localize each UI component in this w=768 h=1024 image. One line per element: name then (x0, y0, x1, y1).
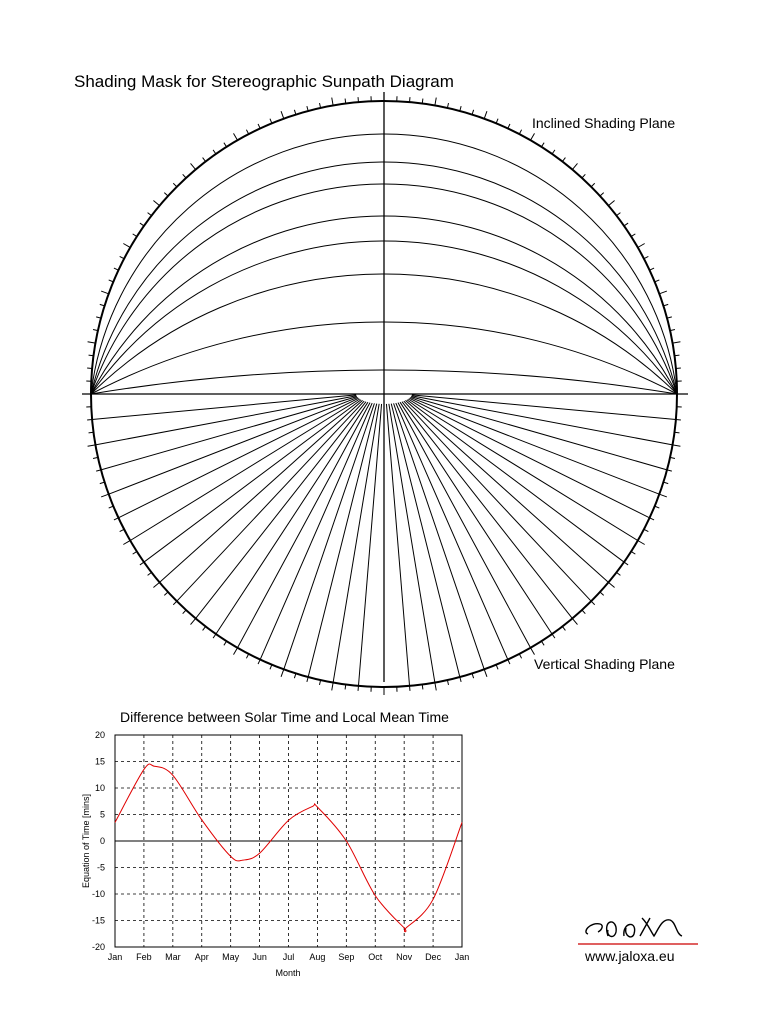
vertical-plane-ray (216, 402, 368, 634)
vertical-plane-ray (391, 404, 460, 677)
horizon-tick (531, 648, 535, 655)
horizon-tick (484, 111, 487, 119)
horizon-tick (191, 163, 196, 169)
vertical-plane-ray (411, 397, 667, 470)
chart-frame (115, 735, 462, 947)
chart-xtick-label: Oct (368, 952, 383, 962)
vertical-plane-label: Vertical Shading Plane (534, 656, 675, 672)
horizon-tick (435, 98, 436, 106)
chart-ytick-label: 15 (94, 756, 105, 767)
vertical-plane-ray (118, 398, 358, 518)
horizon-tick (153, 582, 159, 587)
horizon-tick (332, 98, 333, 106)
vertical-plane-ray (95, 396, 356, 445)
chart-xtick-label: May (222, 952, 240, 962)
vertical-plane-ray (412, 395, 676, 420)
horizon-tick (484, 669, 487, 677)
vertical-plane-ray (196, 402, 366, 619)
horizon-tick (88, 445, 96, 446)
horizon-tick (123, 541, 130, 545)
horizon-tick (638, 541, 645, 545)
vertical-plane-ray (405, 400, 608, 582)
chart-ylabel: Equation of Time [mins] (81, 793, 91, 889)
vertical-plane-ray (101, 397, 357, 470)
chart-ytick-label: 0 (99, 836, 105, 846)
horizon-tick (531, 133, 535, 140)
vertical-plane-ray (308, 404, 377, 677)
chart-title: Difference between Solar Time and Local Mean Time (120, 709, 449, 725)
vertical-plane-ray (358, 404, 381, 686)
chart-xtick-label: Feb (136, 952, 152, 962)
horizon-tick (281, 669, 284, 677)
horizon-tick (123, 244, 130, 248)
chart-ytick-label: -5 (96, 862, 105, 873)
horizon-tick (435, 683, 436, 691)
chart-xtick-label: Sep (338, 952, 355, 962)
vertical-plane-ray (412, 396, 673, 445)
chart-xtick-label: Apr (194, 952, 209, 962)
horizon-tick (88, 342, 96, 343)
horizon-tick (332, 683, 333, 691)
horizon-tick (281, 111, 284, 119)
chart-ytick-label: -15 (91, 915, 105, 926)
chart-ytick-label: 5 (99, 809, 105, 820)
chart-xtick-label: Jul (282, 952, 295, 962)
vertical-plane-ray (400, 402, 552, 634)
vertical-plane-ray (386, 404, 409, 686)
horizon-tick (608, 201, 614, 206)
chart-xtick-label: Mar (165, 952, 181, 962)
horizon-tick (673, 342, 681, 343)
horizon-tick (659, 291, 667, 294)
horizon-tick (153, 201, 159, 206)
vertical-plane-ray (409, 398, 649, 518)
vertical-plane-ray (160, 400, 363, 582)
vertical-plane-ray (402, 402, 572, 619)
vertical-plane-ray (408, 399, 637, 541)
chart-xtick-label: Aug (309, 952, 326, 962)
inclined-plane-label: Inclined Shading Plane (532, 115, 676, 131)
chart-ytick-label: 10 (94, 783, 105, 793)
vertical-plane-ray (92, 395, 356, 420)
chart-ytick-label: -20 (91, 942, 105, 952)
horizon-tick (572, 163, 577, 169)
horizon-tick (101, 494, 109, 497)
vertical-plane-ray (410, 397, 659, 494)
equation-of-time-line (115, 764, 462, 932)
chart-xtick-label: Dec (425, 952, 442, 962)
chart-xtick-label: Jun (252, 952, 267, 962)
jaloxa-logo (578, 908, 700, 948)
vertical-plane-ray (109, 397, 358, 494)
horizon-tick (191, 618, 196, 624)
horizon-tick (234, 648, 238, 655)
vertical-plane-ray (130, 399, 359, 541)
horizon-tick (673, 445, 681, 446)
page-title: Shading Mask for Stereographic Sunpath Diagram (74, 72, 454, 91)
horizon-tick (608, 582, 614, 587)
chart-ytick-label: -10 (91, 889, 105, 899)
chart-xtick-label: Jan (454, 952, 470, 962)
horizon-tick (234, 133, 238, 140)
horizon-tick (101, 291, 109, 294)
horizon-tick (659, 494, 667, 497)
horizon-tick (572, 618, 577, 624)
logo-url: www.jaloxa.eu (585, 948, 675, 964)
chart-xtick-label: Jan (107, 952, 123, 962)
chart-xlabel: Month (275, 968, 301, 978)
chart-xtick-label: Nov (396, 952, 413, 962)
chart-ytick-label: 20 (94, 730, 105, 740)
horizon-tick (638, 244, 645, 248)
